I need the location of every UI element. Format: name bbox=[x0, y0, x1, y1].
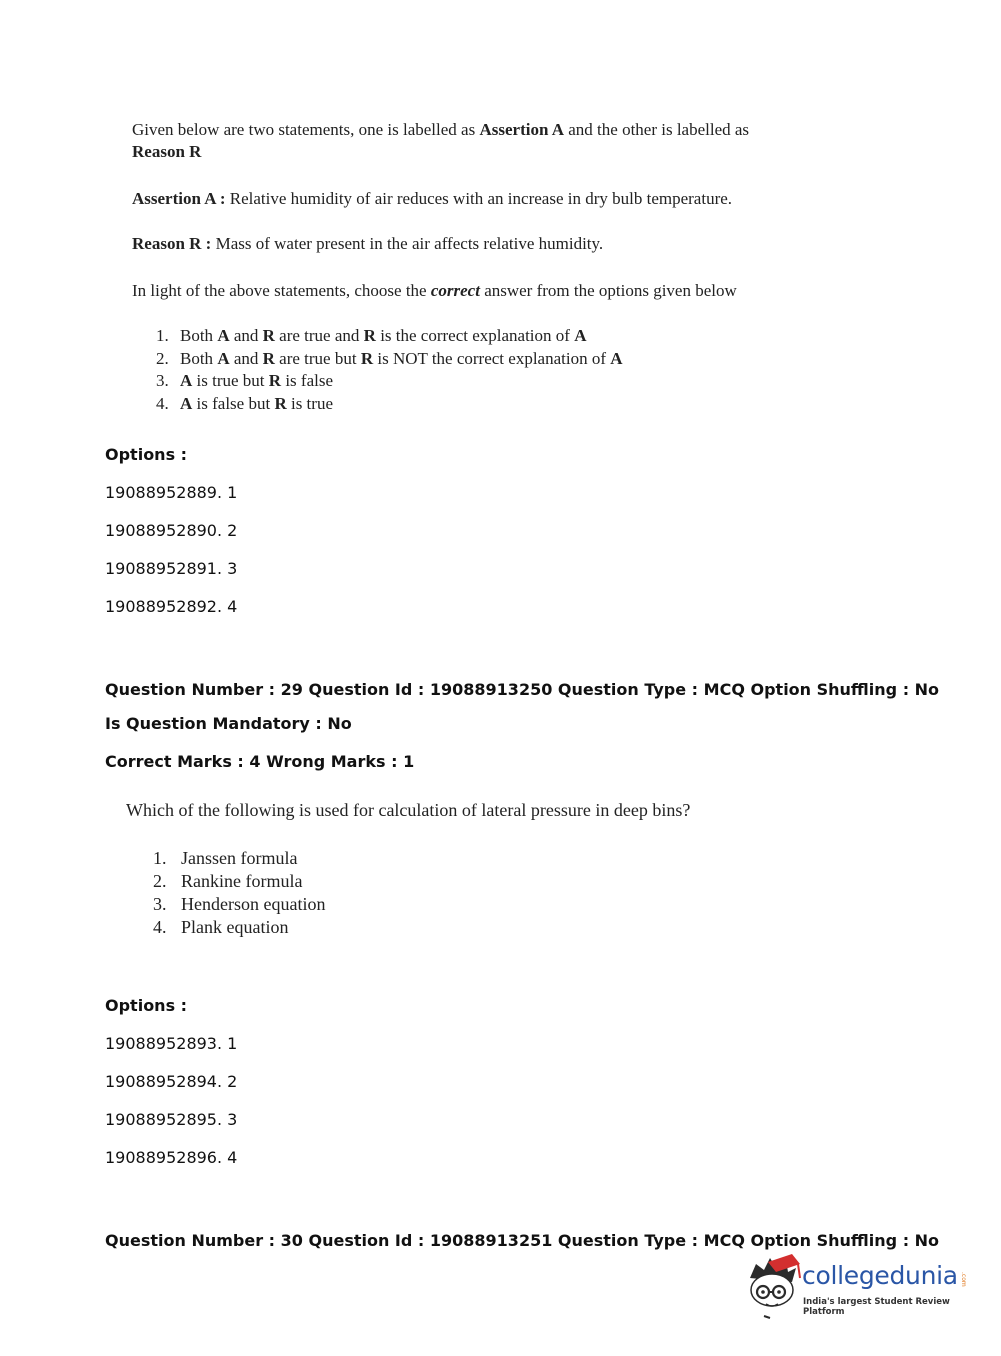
q29-option-1: 19088952893. 1 bbox=[105, 1034, 238, 1053]
list-item: 1. Janssen formula bbox=[153, 848, 298, 868]
q28-options-label: Options : bbox=[105, 445, 188, 464]
q28-intro: Given below are two statements, one is labelled as Assertion A and the other is labelled as Reason R bbox=[132, 120, 750, 161]
q28-option-1: 19088952889. 1 bbox=[105, 483, 238, 502]
q29-header: Question Number : 29 Question Id : 19088913250 Question Type : MCQ Option Shuffling : No bbox=[105, 680, 940, 699]
list-item: 3. A is true but R is false bbox=[156, 371, 333, 391]
q28-instruction: In light of the above statements, choose the correct answer from the options given below bbox=[132, 281, 737, 300]
q28-reason: Reason R : Mass of water present in the air affects relative humidity. bbox=[132, 234, 604, 253]
q29-choice-list bbox=[153, 847, 325, 939]
q29-option-4: 19088952896. 4 bbox=[105, 1148, 238, 1167]
list-item: 4. A is false but R is true bbox=[156, 393, 333, 413]
mascot-icon bbox=[742, 1252, 804, 1322]
list-item: 2. Both A and R are true but R is NOT the correct explanation of A bbox=[156, 348, 623, 368]
q28-option-3: 19088952891. 3 bbox=[105, 559, 238, 578]
collegedunia-logo bbox=[742, 1252, 982, 1322]
q28-choice-list bbox=[156, 325, 623, 415]
list-item: 4. Plank equation bbox=[153, 917, 289, 937]
q29-question: Which of the following is used for calculation of lateral pressure in deep bins? bbox=[126, 800, 691, 820]
q29-options-label: Options : bbox=[105, 996, 188, 1015]
list-item: 3. Henderson equation bbox=[153, 894, 326, 914]
q29-mandatory: Is Question Mandatory : No bbox=[105, 714, 352, 733]
list-item: 1. Both A and R are true and R is the correct explanation of A bbox=[156, 326, 587, 345]
q28-assertion: Assertion A : Relative humidity of air reduces with an increase in dry bulb temperature. bbox=[132, 189, 733, 208]
q28-option-2: 19088952890. 2 bbox=[105, 521, 238, 540]
q29-option-3: 19088952895. 3 bbox=[105, 1110, 238, 1129]
q29-option-2: 19088952894. 2 bbox=[105, 1072, 238, 1091]
logo-tagline: India's largest Student Review Platform bbox=[803, 1297, 950, 1317]
logo-wordmark: collegedunia bbox=[802, 1261, 958, 1290]
logo-suffix: .com bbox=[960, 1272, 967, 1287]
q29-marks: Correct Marks : 4 Wrong Marks : 1 bbox=[105, 752, 415, 771]
q28-option-4: 19088952892. 4 bbox=[105, 597, 238, 616]
list-item: 2. Rankine formula bbox=[153, 871, 303, 891]
q30-header: Question Number : 30 Question Id : 19088913251 Question Type : MCQ Option Shuffling : No bbox=[105, 1231, 940, 1250]
